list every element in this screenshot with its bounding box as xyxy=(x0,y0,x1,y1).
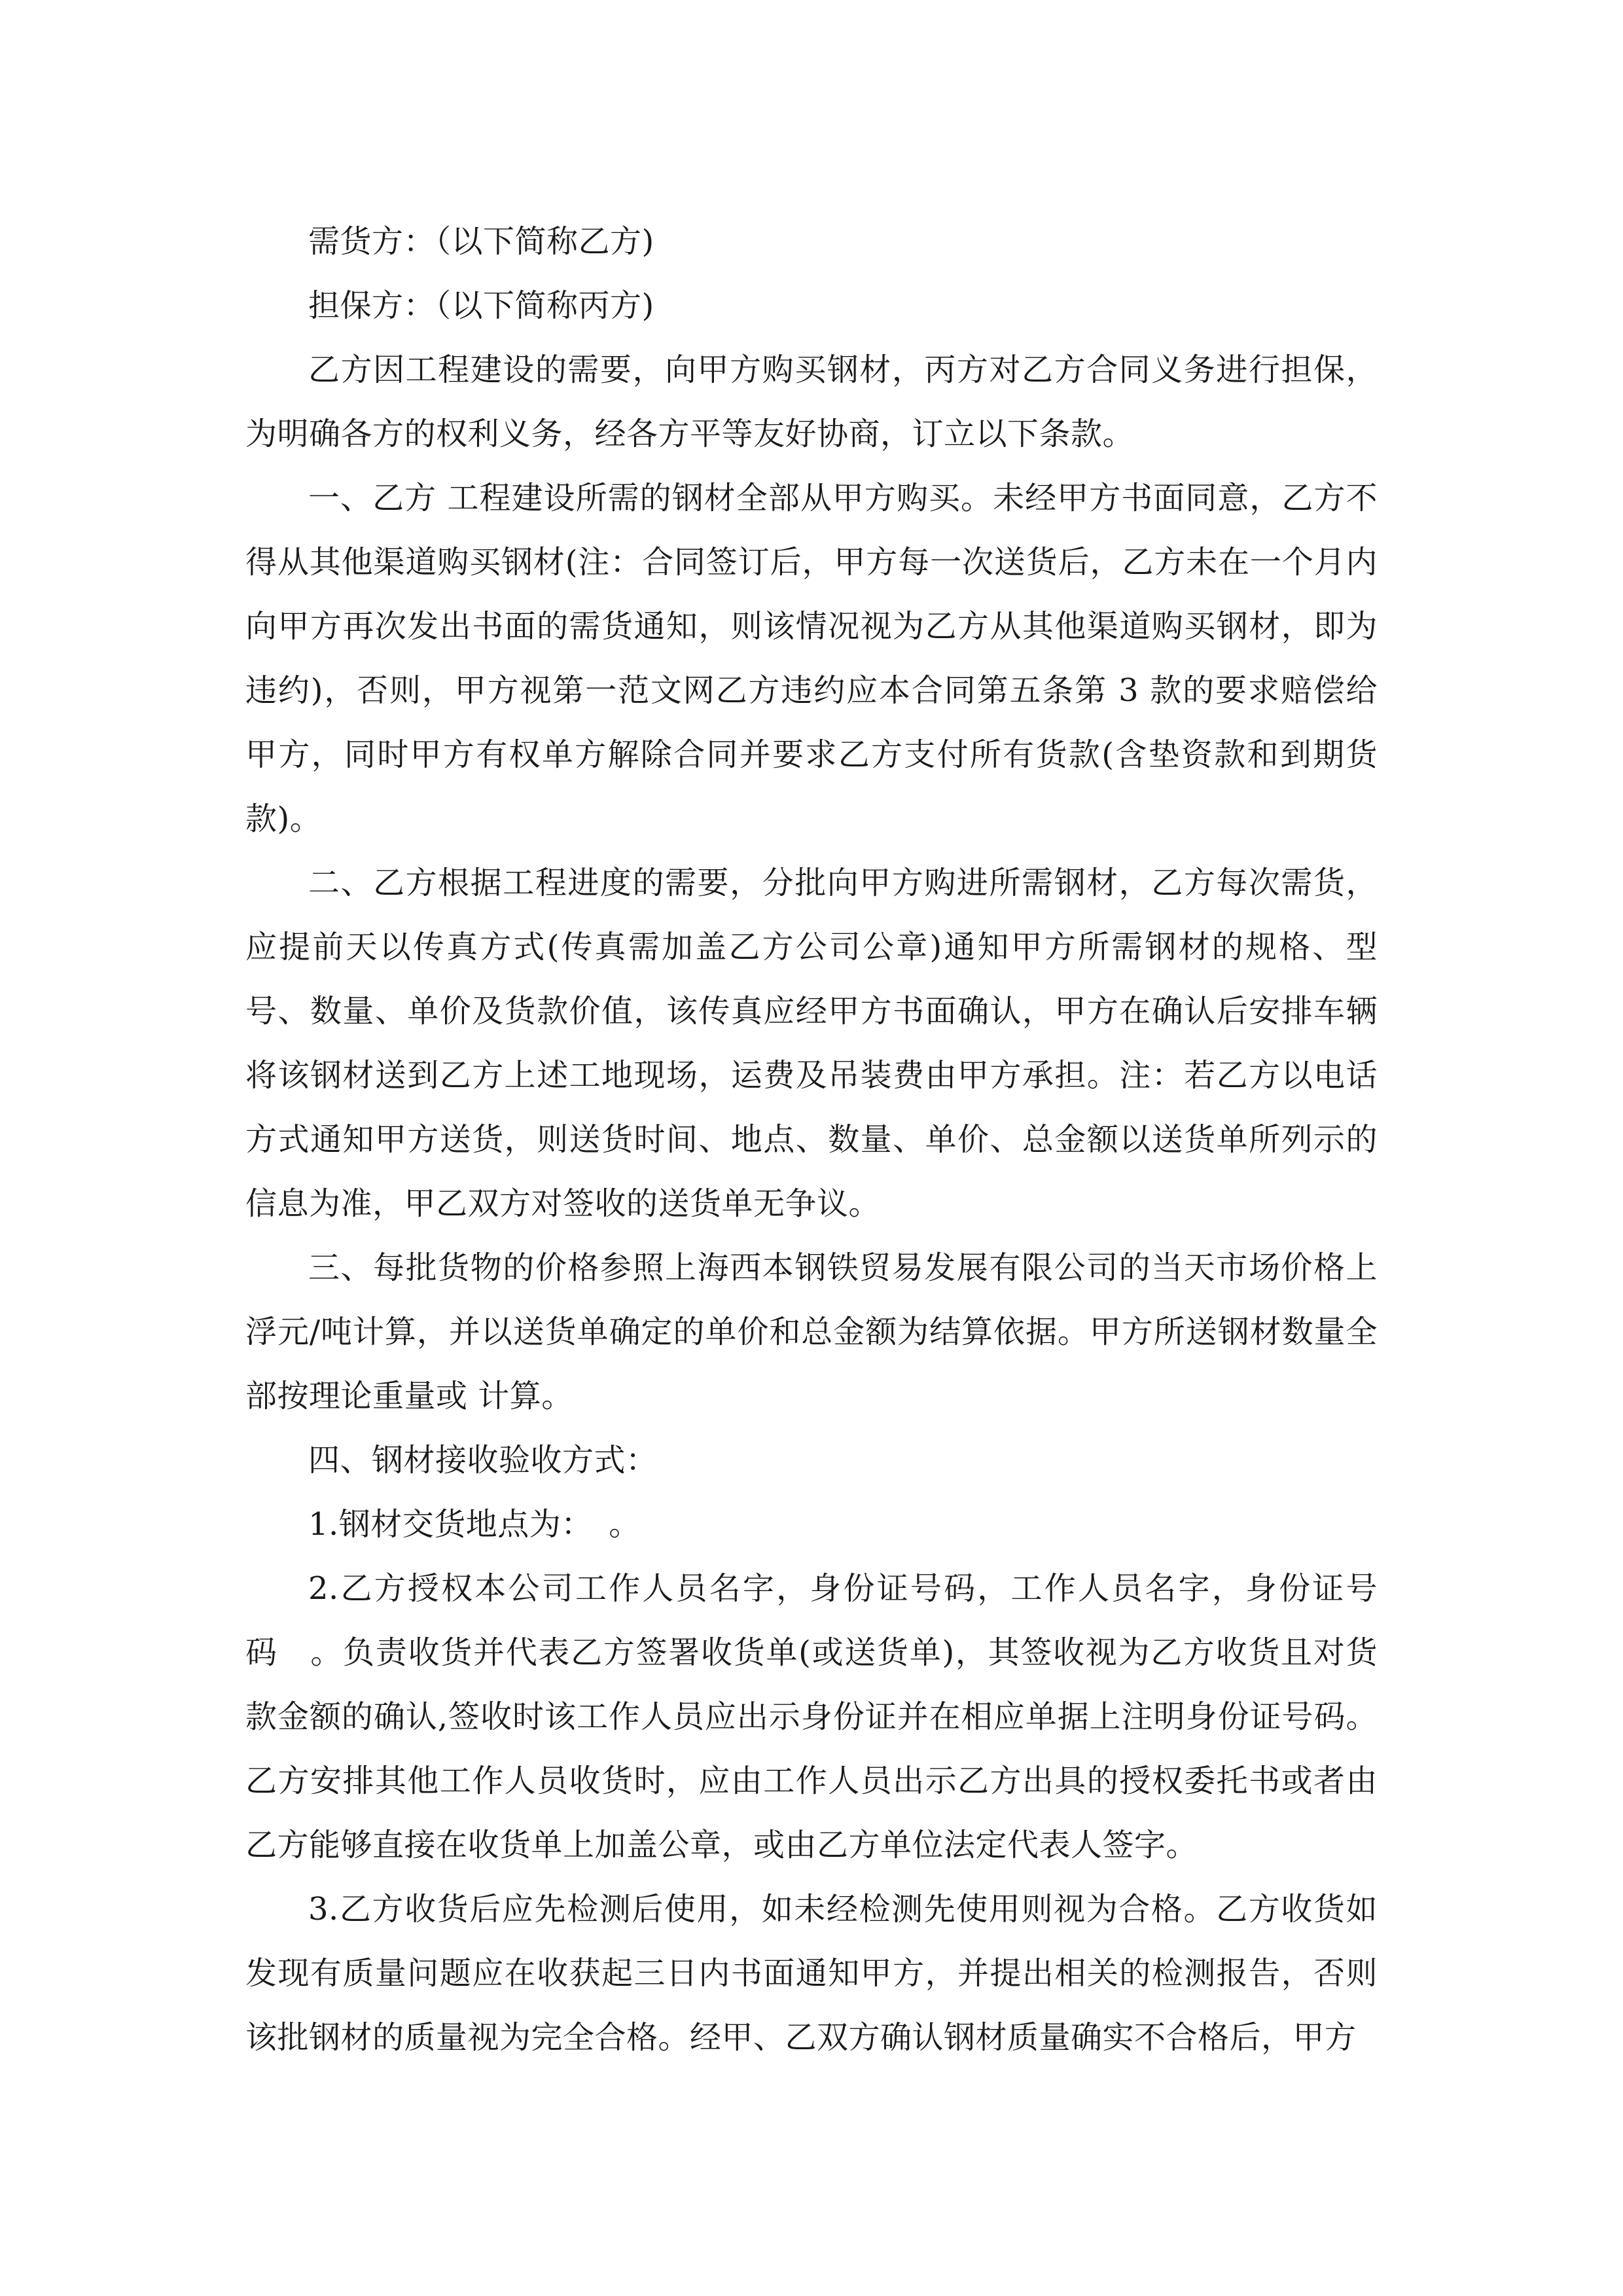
paragraph-clause-2: 二、乙方根据工程进度的需要，分批向甲方购进所需钢材，乙方每次需货，应提前天以传真方式(传真需加盖乙方公司公章)通知甲方所需钢材的规格、型号、数量、单价及货款价值，该传真应经甲方书面确认，甲方在确认后安排车辆将该钢材送到乙方上述工地现场，运费及吊装费由甲方承担。注：若乙方以电话方式通知甲方送货，则送货时间、地点、数量、单价、总金额以送货单所列示的信息为准，甲乙双方对签收的送货单无争议。 xyxy=(245,865,1378,1222)
paragraph-preamble: 乙方因工程建设的需要，向甲方购买钢材，丙方对乙方合同义务进行担保，为明确各方的权利义务，经各方平等友好协商，订立以下条款。 xyxy=(245,351,1378,452)
paragraph-clause-4-item-2: 2.乙方授权本公司工作人员名字，身份证号码，工作人员名字，身份证号码 。负责收货并代表乙方签署收货单(或送货单)，其签收视为乙方收货且对货款金额的确认,签收时该工作人员应出示身份证并在相应单据上注明身份证号码。乙方安排其他工作人员收货时，应由工作人员出示乙方出具的授权委托书或者由乙方能够直接在收货单上加盖公章，或由乙方单位法定代表人签字。 xyxy=(245,1570,1378,1863)
paragraph-clause-3: 三、每批货物的价格参照上海西本钢铁贸易发展有限公司的当天市场价格上浮元/吨计算，并以送货单确定的单价和总金额为结算依据。甲方所送钢材数量全部按理论重量或 计算。 xyxy=(245,1249,1378,1414)
paragraph-clause-4-item-1: 1.钢材交货地点为： 。 xyxy=(308,1506,641,1543)
document-body xyxy=(245,209,1378,2070)
paragraph-clause-4-item-3: 3.乙方收货后应先检测后使用，如未经检测先使用则视为合格。乙方收货如发现有质量问题应在收获起三日内书面通知甲方，并提出相关的检测报告，否则该批钢材的质量视为完全合格。经甲、乙双方确认钢材质量确实不合格后，甲方 xyxy=(245,1891,1378,2056)
paragraph-clause-4-heading: 四、钢材接收验收方式： xyxy=(308,1442,658,1479)
paragraph-buyer: 需货方：（以下简称乙方) xyxy=(308,223,654,260)
paragraph-guarantor: 担保方：（以下简称丙方) xyxy=(308,287,654,324)
paragraph-clause-1: 一、乙方 工程建设所需的钢材全部从甲方购买。未经甲方书面同意，乙方不得从其他渠道购买钢材(注：合同签订后，甲方每一次送货后，乙方未在一个月内向甲方再次发出书面的需货通知，则该情况视为乙方从其他渠道购买钢材，即为违约)，否则，甲方视第一范文网乙方违约应本合同第五条第 3 款的要求赔偿给甲方，同时甲方有权单方解除合同并要求乙方支付所有货款(含垫资款和到期货款)。 xyxy=(245,480,1378,837)
